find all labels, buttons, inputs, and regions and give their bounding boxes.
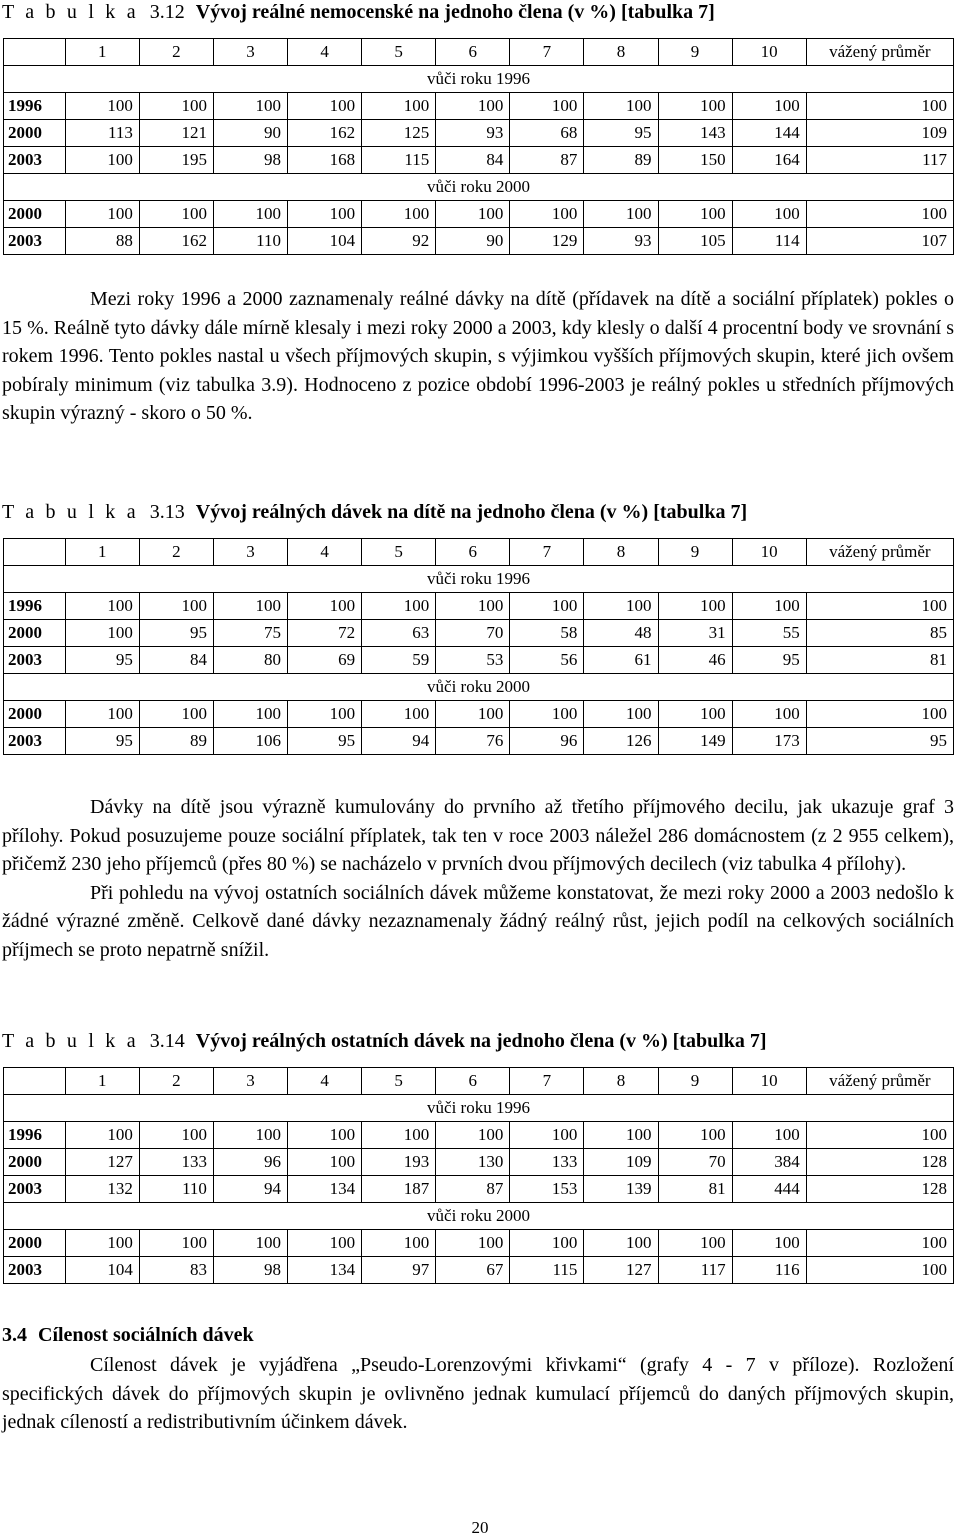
table-cell: 81: [806, 647, 953, 674]
row-year: 2000: [4, 1230, 66, 1257]
table-number: 3.14: [149, 1030, 185, 1052]
paragraph: [2, 1351, 954, 1437]
column-header: 6: [436, 1068, 510, 1095]
table-cell: 96: [213, 1149, 287, 1176]
table-cell: 100: [806, 1257, 953, 1284]
table-cell: 115: [510, 1257, 584, 1284]
table-cell: 100: [732, 1230, 806, 1257]
row-year: 2000: [4, 620, 66, 647]
table-cell: 100: [658, 93, 732, 120]
table-cell: 106: [213, 728, 287, 755]
table-cell: 100: [362, 201, 436, 228]
table-cell: 72: [288, 620, 362, 647]
row-year: 2003: [4, 228, 66, 255]
column-header: 5: [362, 39, 436, 66]
table-row: [4, 120, 954, 147]
table-cell: 129: [510, 228, 584, 255]
table-cell: 61: [584, 647, 658, 674]
section-row: [4, 674, 954, 701]
table-cell: 173: [732, 728, 806, 755]
table-cell: 100: [658, 201, 732, 228]
table-cell: 53: [436, 647, 510, 674]
table-cell: 100: [65, 1230, 139, 1257]
table-cell: 100: [65, 147, 139, 174]
row-year: 2000: [4, 1149, 66, 1176]
table-cell: 100: [288, 93, 362, 120]
table-cell: 117: [806, 147, 953, 174]
table-cell: 193: [362, 1149, 436, 1176]
table-caption: [2, 500, 747, 524]
column-header: 6: [436, 39, 510, 66]
table-row: [4, 728, 954, 755]
table-row: [4, 701, 954, 728]
section-title: Cílenost sociálních dávek: [38, 1324, 254, 1346]
table-cell: 121: [139, 120, 213, 147]
table-cell: 150: [658, 147, 732, 174]
table-header-row: [4, 39, 954, 66]
table-row: [4, 1176, 954, 1203]
table-cell: 55: [732, 620, 806, 647]
table-cell: 80: [213, 647, 287, 674]
table-cell: 100: [288, 1149, 362, 1176]
table-cell: 94: [213, 1176, 287, 1203]
table-cell: 127: [65, 1149, 139, 1176]
table-cell: 95: [139, 620, 213, 647]
section-number: 3.4: [2, 1324, 27, 1346]
table-cell: 100: [510, 701, 584, 728]
table-cell: 164: [732, 147, 806, 174]
table-header-row: [4, 539, 954, 566]
table-cell: 100: [510, 93, 584, 120]
section-row: [4, 1203, 954, 1230]
table-cell: 109: [584, 1149, 658, 1176]
table-cell: 100: [288, 701, 362, 728]
table-cell: 100: [806, 701, 953, 728]
table-row: [4, 1149, 954, 1176]
column-header: 4: [288, 39, 362, 66]
table-cell: 100: [436, 201, 510, 228]
column-header: 9: [658, 39, 732, 66]
table-cell: 444: [732, 1176, 806, 1203]
table-cell: 114: [732, 228, 806, 255]
table-cell: 95: [732, 647, 806, 674]
row-year: 1996: [4, 593, 66, 620]
table-title: Vývoj reálných ostatních dávek na jednoho člena (v %) [tabulka 7]: [195, 1030, 767, 1052]
table-cell: 100: [658, 701, 732, 728]
row-year: 2003: [4, 147, 66, 174]
table-cell: 83: [139, 1257, 213, 1284]
section-row: [4, 566, 954, 593]
column-header: 2: [139, 39, 213, 66]
table-cell: 130: [436, 1149, 510, 1176]
table-row: [4, 93, 954, 120]
table-cell: 100: [732, 201, 806, 228]
table-cell: 100: [213, 201, 287, 228]
table-cell: 107: [806, 228, 953, 255]
section-label: vůči roku 1996: [4, 66, 954, 93]
table-cell: 100: [288, 1230, 362, 1257]
table-cell: 133: [139, 1149, 213, 1176]
table-cell: 100: [436, 1230, 510, 1257]
table-cell: 58: [510, 620, 584, 647]
table-cell: 76: [436, 728, 510, 755]
paragraph: [2, 285, 954, 428]
column-header: vážený průměr: [806, 1068, 953, 1095]
table-row: [4, 1230, 954, 1257]
table-cell: 100: [658, 1230, 732, 1257]
table-cell: 100: [139, 1122, 213, 1149]
header-corner-cell: [4, 539, 66, 566]
table-cell: 100: [65, 93, 139, 120]
table-cell: 84: [139, 647, 213, 674]
column-header: 9: [658, 539, 732, 566]
table-cell: 98: [213, 1257, 287, 1284]
table-cell: 100: [139, 701, 213, 728]
table-cell: 100: [436, 701, 510, 728]
paragraph: [2, 793, 954, 964]
row-year: 2000: [4, 201, 66, 228]
column-header: 7: [510, 539, 584, 566]
section-label: vůči roku 2000: [4, 674, 954, 701]
table-cell: 105: [658, 228, 732, 255]
column-header: 6: [436, 539, 510, 566]
column-header: 1: [65, 39, 139, 66]
table-cell: 88: [65, 228, 139, 255]
table-cell: 100: [139, 593, 213, 620]
table-cell: 90: [213, 120, 287, 147]
paragraph-text: Dávky na dítě jsou výrazně kumulovány do prvního až třetího příjmového decilu, jak ukazuje graf 3 přílohy. Pokud posuzujeme pouze sociální příplatek, tak ten v roce 2003 náležel 286 domácnostem (z 2 955 celkem), přičemž 230 jeho příjemců (přes 80 %) se nacházelo v prvních dvou příjmových decilech (viz tabulka 4 přílohy).: [2, 796, 954, 875]
section-label: vůči roku 2000: [4, 174, 954, 201]
table-row: [4, 1257, 954, 1284]
table-cell: 100: [362, 593, 436, 620]
table-cell: 100: [658, 1122, 732, 1149]
table-cell: 134: [288, 1257, 362, 1284]
column-header: 3: [213, 1068, 287, 1095]
table-cell: 68: [510, 120, 584, 147]
table-row: [4, 647, 954, 674]
table-cell: 100: [213, 593, 287, 620]
table-cell: 70: [658, 1149, 732, 1176]
table-cell: 187: [362, 1176, 436, 1203]
table-cell: 134: [288, 1176, 362, 1203]
table-cell: 100: [510, 593, 584, 620]
table-cell: 100: [139, 93, 213, 120]
table-cell: 92: [362, 228, 436, 255]
table-caption: [2, 0, 715, 24]
page-number: 20: [471, 1518, 489, 1537]
table-cell: 100: [436, 593, 510, 620]
table-row: [4, 593, 954, 620]
table-row: [4, 1122, 954, 1149]
table-cell: 70: [436, 620, 510, 647]
table-cell: 100: [213, 1230, 287, 1257]
table-cell: 100: [288, 201, 362, 228]
table-cell: 84: [436, 147, 510, 174]
table-cell: 149: [658, 728, 732, 755]
table-cell: 100: [65, 701, 139, 728]
table-cell: 125: [362, 120, 436, 147]
table-cell: 143: [658, 120, 732, 147]
table-number: 3.13: [149, 501, 185, 523]
column-header: 7: [510, 1068, 584, 1095]
table-cell: 46: [658, 647, 732, 674]
column-header: 2: [139, 539, 213, 566]
table-cell: 100: [139, 201, 213, 228]
table-cell: 98: [213, 147, 287, 174]
table-caption: [2, 1029, 767, 1053]
table-row: [4, 201, 954, 228]
header-corner-cell: [4, 39, 66, 66]
table-cell: 100: [732, 1122, 806, 1149]
row-year: 2000: [4, 701, 66, 728]
column-header: vážený průměr: [806, 39, 953, 66]
row-year: 2000: [4, 120, 66, 147]
table-cell: 56: [510, 647, 584, 674]
table-cell: 100: [362, 93, 436, 120]
table-cell: 113: [65, 120, 139, 147]
table-cell: 95: [65, 647, 139, 674]
table-cell: 168: [288, 147, 362, 174]
column-header: 5: [362, 539, 436, 566]
table-cell: 69: [288, 647, 362, 674]
table-cell: 100: [288, 593, 362, 620]
column-header: 3: [213, 539, 287, 566]
table-cell: 100: [65, 201, 139, 228]
table-cell: 110: [139, 1176, 213, 1203]
table-cell: 100: [658, 593, 732, 620]
table-cell: 100: [436, 1122, 510, 1149]
table-title: Vývoj reálných dávek na dítě na jednoho člena (v %) [tabulka 7]: [195, 501, 748, 523]
row-year: 2003: [4, 647, 66, 674]
table-cell: 100: [584, 701, 658, 728]
table-row: [4, 620, 954, 647]
table-cell: 110: [213, 228, 287, 255]
column-header: 8: [584, 539, 658, 566]
table-cell: 95: [584, 120, 658, 147]
table-cell: 95: [288, 728, 362, 755]
table-cell: 100: [510, 201, 584, 228]
table-cell: 95: [806, 728, 953, 755]
table-cell: 100: [65, 593, 139, 620]
section-row: [4, 1095, 954, 1122]
table-cell: 100: [584, 201, 658, 228]
column-header: vážený průměr: [806, 539, 953, 566]
table-header-row: [4, 1068, 954, 1095]
table-cell: 85: [806, 620, 953, 647]
section-label: vůči roku 2000: [4, 1203, 954, 1230]
row-year: 2003: [4, 1257, 66, 1284]
column-header: 10: [732, 39, 806, 66]
table-cell: 128: [806, 1149, 953, 1176]
table-cell: 100: [213, 93, 287, 120]
table-cell: 90: [436, 228, 510, 255]
table-cell: 100: [584, 1230, 658, 1257]
table-cell: 100: [806, 93, 953, 120]
data-table: [3, 1067, 954, 1284]
column-header: 8: [584, 39, 658, 66]
table-cell: 100: [732, 701, 806, 728]
table-cell: 59: [362, 647, 436, 674]
table-cell: 117: [658, 1257, 732, 1284]
table-cell: 128: [806, 1176, 953, 1203]
section-label: vůči roku 1996: [4, 1095, 954, 1122]
table-cell: 95: [65, 728, 139, 755]
table-cell: 87: [436, 1176, 510, 1203]
table-cell: 100: [65, 1122, 139, 1149]
table-cell: 100: [213, 701, 287, 728]
column-header: 10: [732, 1068, 806, 1095]
column-header: 9: [658, 1068, 732, 1095]
table-label: T a b u l k a: [2, 1030, 139, 1052]
row-year: 2003: [4, 1176, 66, 1203]
section-label: vůči roku 1996: [4, 566, 954, 593]
table-cell: 63: [362, 620, 436, 647]
table-cell: 100: [584, 1122, 658, 1149]
table-number: 3.12: [149, 1, 185, 23]
table-cell: 100: [584, 593, 658, 620]
column-header: 2: [139, 1068, 213, 1095]
table-cell: 97: [362, 1257, 436, 1284]
table-cell: 89: [584, 147, 658, 174]
table-cell: 144: [732, 120, 806, 147]
column-header: 8: [584, 1068, 658, 1095]
table-label: T a b u l k a: [2, 1, 139, 23]
row-year: 1996: [4, 1122, 66, 1149]
data-table: [3, 538, 954, 755]
table-cell: 87: [510, 147, 584, 174]
table-cell: 75: [213, 620, 287, 647]
table-cell: 100: [806, 593, 953, 620]
table-cell: 100: [732, 93, 806, 120]
table-cell: 94: [362, 728, 436, 755]
section-heading: [2, 1323, 254, 1347]
paragraph-text: Mezi roky 1996 a 2000 zaznamenaly reálné dávky na dítě (přídavek na dítě a sociální příplatek) pokles o 15 %. Reálně tyto dávky dále mírně klesaly i mezi roky 2000 a 2003, kdy klesly o další 4 procentní body ve srovnání s rokem 1996. Tento pokles nastal u všech příjmových skupin, s výjimkou vyšších příjmových skupin, které jich ovšem pobíraly minimum (viz tabulka 3.9). Hodnoceno z pozice období 1996-2003 je reálný pokles u středních příjmových skupin výrazný - skoro o 50 %.: [2, 288, 954, 424]
table-cell: 384: [732, 1149, 806, 1176]
table-cell: 104: [288, 228, 362, 255]
paragraph-text: Cílenost dávek je vyjádřena „Pseudo-Lorenzovými křivkami“ (grafy 4 - 7 v příloze). Rozložení specifických dávek do příjmových skupin je ovlivněno jednak kumulací příjemců do daných příjmových skupin, jednak cíleností a redistributivním účinkem dávek.: [2, 1354, 954, 1433]
table-cell: 100: [436, 93, 510, 120]
table-cell: 104: [65, 1257, 139, 1284]
table-cell: 132: [65, 1176, 139, 1203]
table-cell: 100: [288, 1122, 362, 1149]
table-cell: 133: [510, 1149, 584, 1176]
table-label: T a b u l k a: [2, 501, 139, 523]
table-cell: 100: [806, 1230, 953, 1257]
table-title: Vývoj reálné nemocenské na jednoho člena (v %) [tabulka 7]: [195, 1, 715, 23]
column-header: 1: [65, 539, 139, 566]
table-cell: 109: [806, 120, 953, 147]
table-cell: 100: [362, 1122, 436, 1149]
table-cell: 100: [584, 93, 658, 120]
table-cell: 139: [584, 1176, 658, 1203]
column-header: 10: [732, 539, 806, 566]
table-row: [4, 228, 954, 255]
data-table: [3, 38, 954, 255]
table-cell: 100: [362, 1230, 436, 1257]
table-cell: 195: [139, 147, 213, 174]
column-header: 1: [65, 1068, 139, 1095]
header-corner-cell: [4, 1068, 66, 1095]
column-header: 7: [510, 39, 584, 66]
table-cell: 81: [658, 1176, 732, 1203]
table-cell: 100: [510, 1122, 584, 1149]
paragraph-text: Při pohledu na vývoj ostatních sociálních dávek můžeme konstatovat, že mezi roky 2000 a 2003 nedošlo k žádné výrazné změně. Celkově dané dávky nezaznamenaly žádný reálný růst, jejich podíl na celkových sociálních příjmech se proto nepatrně snížil.: [2, 881, 954, 961]
column-header: 3: [213, 39, 287, 66]
table-cell: 100: [806, 1122, 953, 1149]
table-row: [4, 147, 954, 174]
table-cell: 93: [436, 120, 510, 147]
table-cell: 67: [436, 1257, 510, 1284]
column-header: 5: [362, 1068, 436, 1095]
table-cell: 162: [288, 120, 362, 147]
table-cell: 31: [658, 620, 732, 647]
table-cell: 116: [732, 1257, 806, 1284]
table-cell: 126: [584, 728, 658, 755]
table-cell: 115: [362, 147, 436, 174]
column-header: 4: [288, 539, 362, 566]
table-cell: 100: [139, 1230, 213, 1257]
row-year: 2003: [4, 728, 66, 755]
table-cell: 96: [510, 728, 584, 755]
table-cell: 100: [65, 620, 139, 647]
row-year: 1996: [4, 93, 66, 120]
table-cell: 93: [584, 228, 658, 255]
table-cell: 89: [139, 728, 213, 755]
column-header: 4: [288, 1068, 362, 1095]
table-cell: 100: [213, 1122, 287, 1149]
table-cell: 153: [510, 1176, 584, 1203]
table-cell: 48: [584, 620, 658, 647]
table-cell: 100: [806, 201, 953, 228]
table-cell: 127: [584, 1257, 658, 1284]
section-row: [4, 66, 954, 93]
section-row: [4, 174, 954, 201]
table-cell: 100: [362, 701, 436, 728]
table-cell: 162: [139, 228, 213, 255]
table-cell: 100: [732, 593, 806, 620]
table-cell: 100: [510, 1230, 584, 1257]
